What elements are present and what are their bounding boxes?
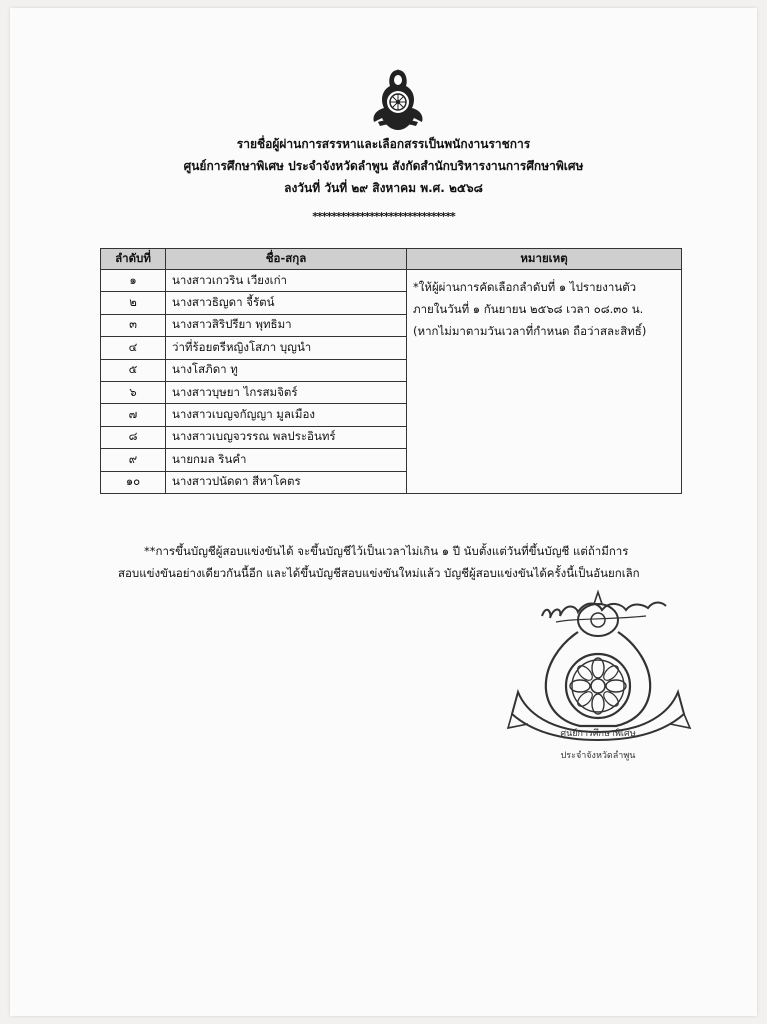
row-name: นางโสภิดา ทู [166, 359, 407, 381]
table-row [101, 270, 682, 292]
table-header-row [101, 249, 682, 270]
column-header-name: ชื่อ-สกุล [166, 249, 407, 270]
row-name: นางสาวเกวริน เวียงเก่า [166, 270, 407, 292]
row-number: ๓ [101, 314, 166, 336]
row-name: นายกมล รินคำ [166, 449, 407, 471]
row-name: นางสาวเบญจวรรณ พลประอินทร์ [166, 426, 407, 448]
row-number: ๒ [101, 292, 166, 314]
column-header-remark: หมายเหตุ [407, 249, 682, 270]
candidate-table [100, 248, 682, 494]
row-name: นางสาวสิริปรียา พุทธิมา [166, 314, 407, 336]
remark-line: *ให้ผู้ผ่านการคัดเลือกลำดับที่ ๑ ไปรายงานตัว [413, 280, 637, 294]
row-number: ๖ [101, 381, 166, 403]
column-header-number: ลำดับที่ [101, 249, 166, 270]
row-name: นางสาวบุษยา ไกรสมจิตร์ [166, 381, 407, 403]
footnote-line: **การขึ้นบัญชีผู้สอบแข่งขันได้ จะขึ้นบัญชีไว้เป็นเวลาไม่เกิน ๑ ปี นับตั้งแต่วันที่ขึ้นบัญชี แต่ถ้ามีการ [144, 544, 629, 558]
remark-line: ภายในวันที่ ๑ กันยายน ๒๕๖๘ เวลา ๐๘.๓๐ น. [413, 302, 644, 316]
row-name: นางสาวเบญจกัญญา มูลเมือง [166, 404, 407, 426]
row-number: ๔ [101, 337, 166, 359]
row-number: ๑ [101, 270, 166, 292]
row-name: ว่าที่ร้อยตรีหญิงโสภา บุญนำ [166, 337, 407, 359]
footnote [118, 540, 708, 584]
seal-text-top: ศูนย์การศึกษาพิเศษ [560, 729, 636, 739]
date-line: ลงวันที่ วันที่ ๒๙ สิงหาคม พ.ศ. ๒๕๖๘ [284, 181, 483, 195]
row-name: นางสาวปนัดดา สีหาโคตร [166, 471, 407, 493]
organization-line: ศูนย์การศึกษาพิเศษ ประจำจังหวัดลำพูน สังกัดสำนักบริหารงานการศึกษาพิเศษ [183, 159, 584, 173]
remark-line: (หากไม่มาตามวันเวลาที่กำหนด ถือว่าสละสิทธิ์) [413, 324, 647, 338]
row-number: ๗ [101, 404, 166, 426]
row-number: ๘ [101, 426, 166, 448]
footnote-line: สอบแข่งขันอย่างเดียวกันนี้อีก และได้ขึ้นบัญชีสอบแข่งขันใหม่แล้ว บัญชีผู้สอบแข่งขันได้ครั้งนี้เป็นอันยกเลิก [118, 566, 640, 580]
remark-cell [407, 270, 682, 494]
document-title: รายชื่อผู้ผ่านการสรรหาและเลือกสรรเป็นพนักงานราชการ [236, 137, 531, 151]
row-number: ๕ [101, 359, 166, 381]
official-seal [506, 582, 692, 774]
row-name: นางสาวธิญดา จี้รัตน์ [166, 292, 407, 314]
seal-text-bottom: ประจำจังหวัดลำพูน [560, 751, 636, 761]
separator-line: ****************************** [312, 210, 455, 223]
emblem-logo [368, 66, 428, 132]
row-number: ๑๐ [101, 471, 166, 493]
row-number: ๙ [101, 449, 166, 471]
